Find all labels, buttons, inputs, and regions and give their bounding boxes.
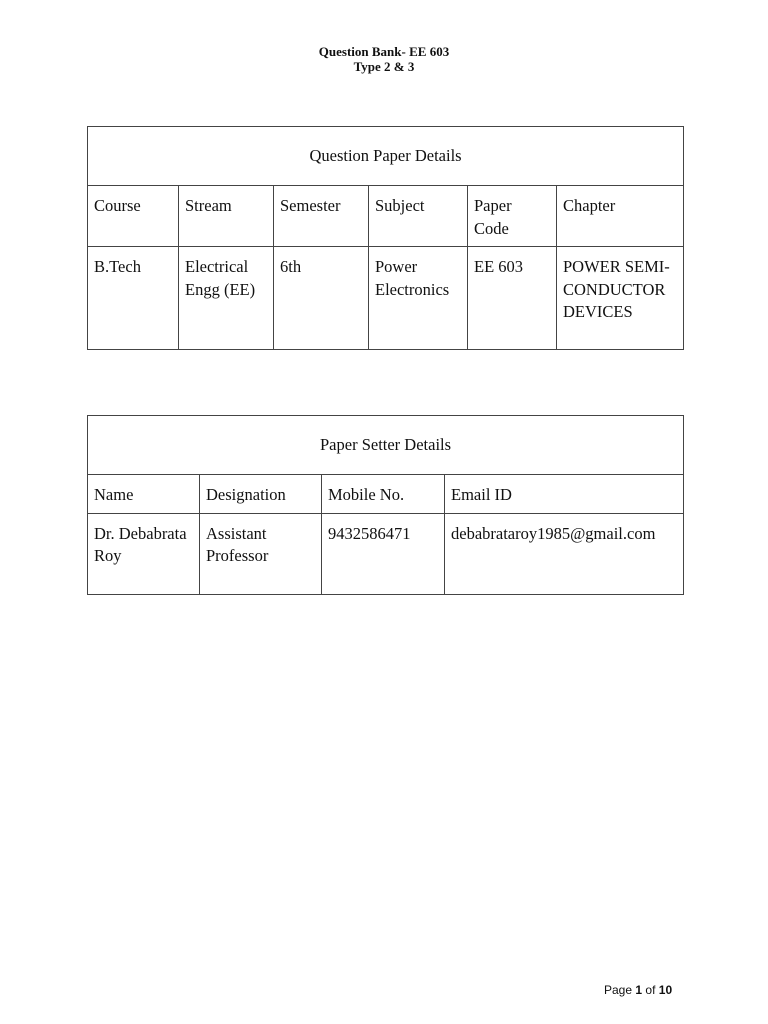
cell-name: Dr. Debabrata Roy — [88, 513, 200, 594]
page-of-label: of — [645, 983, 656, 997]
column-header-email: Email ID — [445, 475, 684, 514]
paper-setter-details-table — [87, 415, 684, 595]
page-number — [604, 983, 672, 997]
setter-details-title: Paper Setter Details — [88, 416, 684, 475]
cell-designation: Assistant Professor — [200, 513, 322, 594]
document-header — [0, 44, 768, 74]
page-current: 1 — [635, 983, 643, 997]
cell-course: B.Tech — [88, 247, 179, 350]
column-header-name: Name — [88, 475, 200, 514]
cell-subject: Power Electronics — [369, 247, 468, 350]
column-header-course: Course — [88, 186, 179, 247]
cell-chapter: POWER SEMI-CONDUCTOR DEVICES — [557, 247, 684, 350]
column-header-mobile: Mobile No. — [322, 475, 445, 514]
document-title: Question Bank- EE 603 — [318, 44, 450, 59]
page-label: Page — [604, 983, 633, 997]
cell-mobile: 9432586471 — [322, 513, 445, 594]
column-header-paper-code: Paper Code — [468, 186, 557, 247]
column-header-subject: Subject — [369, 186, 468, 247]
paper-details-title: Question Paper Details — [88, 127, 684, 186]
column-header-semester: Semester — [274, 186, 369, 247]
document-subtitle: Type 2 & 3 — [353, 59, 415, 74]
cell-semester: 6th — [274, 247, 369, 350]
page-total: 10 — [658, 983, 673, 997]
cell-email: debabrataroy1985@gmail.com — [445, 513, 684, 594]
column-header-stream: Stream — [179, 186, 274, 247]
column-header-chapter: Chapter — [557, 186, 684, 247]
column-header-designation: Designation — [200, 475, 322, 514]
cell-stream: Electrical Engg (EE) — [179, 247, 274, 350]
cell-paper-code: EE 603 — [468, 247, 557, 350]
question-paper-details-table — [87, 126, 684, 350]
